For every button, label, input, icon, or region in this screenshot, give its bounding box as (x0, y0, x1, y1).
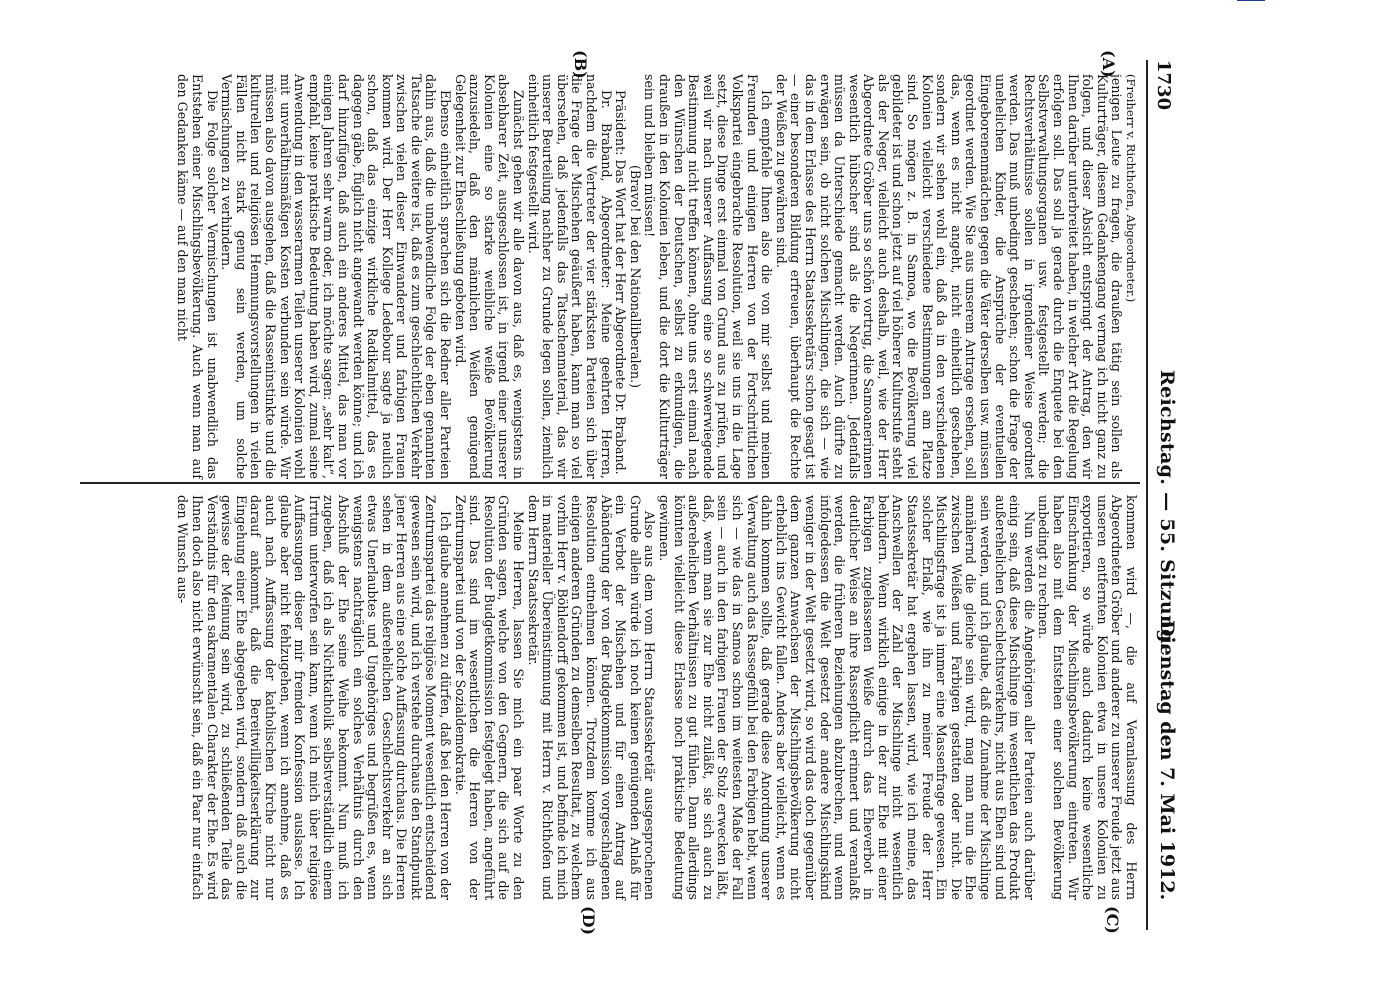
session-title: Reichstag. — 55. Sitzung. (1156, 370, 1178, 650)
paragraph: Ich empfehle Ihnen also die von mir selbst und meinen Freunden und einigen Herren von der Fortschrittlichen Volkspartei eingebrachte Resolution, weil sie uns in die Lage setzt, diese Dinge erst einmal von Grund aus zu prüfen, und weil wir nach unserer Auffassung eine so schwerwiegende Bestimmung nicht treffen können, ohne uns erst einmal nach den Wünschen der Deutschen, selbst zu erkundigen, die draußen in den Kolonien leben, und die dort die Kulturträger sein und bleiben müssen! (642, 74, 775, 479)
column-divider (80, 482, 1140, 484)
margin-mark-d: (D) (579, 906, 598, 936)
left-column (175, 74, 1138, 479)
header-rule (1146, 60, 1148, 930)
right-column (175, 495, 1138, 900)
speaker-line: (Freiherr v. Richthofen, Abgeordneter.) (1124, 74, 1138, 303)
paragraph: Dr. Braband, Abgeordneter: Meine geehrten Herren, nachdem die Vertreter der vier stärksten Parteien sich über die Frage der Mischehen geäußert haben, kann man so viel übersehen, daß jedenfalls das Tatsachenmaterial, das wir unserer Beurteilung nachher zu Grunde legen sollen, ziemlich einheitlich festgestellt wird. (525, 74, 614, 479)
paragraph: Nun werden die Angehörigen aller Parteien auch darüber einig sein, daß diese Mischlinge im wesentlichen das Produkt außerehelichen Geschlechtsverkehrs, nicht aus Ehen sind und sein werden, und ich glaube, daß die Zunahme der Mischlinge annähernd die gleiche sein wird, mag man nun die Ehe zwischen Weißen und Farbigen gestatten oder nicht. Die Mischlingsfrage ist ja immer eine Massenfrage gewesen. Ein solcher Erlaß, wie ihn zu meiner Freude der Herr Staatssekretär hat ergehen lassen, wird, wie ich meine, das Anschwellen der Zahl der Mischlinge nicht wesentlich behindern. Wenn wirklich einige in der zur Ehe mit einer Farbigen zugelassenen Weiße durch das Eheverbot in deutlicher Weise an ihre Rassepflicht erinnert und veranlaßt werden, die früheren Beziehungen abzubrechen, und wenn infolgedessen die Welt gesetzt oder andere Mischlingskind weniger in der Welt gesetzt wird, so wird das doch gegenüber dem ganzen Anwachsen der Mischlingsbevölkerung nicht erheblich ins Gewicht fallen. Anders aber vielleicht, wenn es dahin kommen sollte, daß gerade diese Anordnung unserer Verwaltung auch das Rassegefühl bei den Farbigen hebt, wenn sich — wie das in Samoa schon im weitesten Maße der Fall sein — auch in den farbigen Frauen der Stolz erwecken läßt, daß, wenn man sie zur Ehe nicht zuläßt, sie sich auch zu außerehelichen Verhältnissen zu gut fühlen. Dann allerdings könnten vielleicht diese Erlasse noch praktische Bedeutung gewinnen. (657, 495, 1037, 900)
paragraph: Zunächst gehen wir alle davon aus, daß es, wenigstens in absehbarer Zeit, ausgeschlossen ist, in irgend einer unserer Kolonien eine so starke weibliche weiße Bevölkerung anzusiedeln, daß den männlichen Weißen genügend Gelegenheit zur Eheschließung geboten wird. (452, 74, 527, 479)
paragraph: Meine Herren, lassen Sie mich ein paar Worte zu den Gründen sagen, welche von den Gegnern, die sich auf die Resolution der Budgetkommission festgelegt haben, angeführt sind. Das sind im wesentlichen die Herren von der Zentrumspartei und von der Sozialdemokratie. (452, 495, 527, 900)
margin-mark-b: (B) (571, 50, 590, 79)
session-date: Dienstag den 7. Mai 1912. (1156, 620, 1178, 901)
paragraph: Die Folge solcher Vermischungen ist unabwendlich das Entstehen einer Mischlingsbevölkerung. Auch wenn man auf den Gedanken käme — auf den man nicht (175, 74, 220, 479)
paragraph: Ebenso einheitlich sprachen sich die Redner aller Parteien dahin aus, daß die unabwendliche Folge der eben genannten Tatsache die weitere ist, daß es zum geschlechtlichen Verkehr zwischen vielen dieser Einwanderer und farbigen Frauen kommen wird. Der Herr Kollege Ledebour sagte ja neulich schon, daß das einzige wirkliche Radikalmittel, das es dagegen gäbe, füglich nicht angewandt werden könne; und ich darf hinzufügen, daß auch ein anderes Mittel, das man vor einigen Jahren sehr warm oder, ich möchte sagen: „sehr kalt“, empfahl, keine praktische Bedeutung haben wird, zumal seine Anwendung in den wasserarmen Teilen unserer Kolonien wohl mit unverhältnismäßigen Kosten verbunden sein würde. Wir müssen also davon ausgehen, daß die Rasseninstinkte und die kulturellen und religiösen Hemmungsvorstellungen in vielen Fällen nicht stark genug sein werden, um solche Vermischungen zu verhindern. (219, 74, 454, 479)
paragraph: kommen wird —, die auf Veranlassung des Herrn Abgeordneten Gröber und anderer zu unserer Freude jetzt aus unseren entfernten Kolonien etwa in unsere Kolonien zu exportieren, so würde auch dadurch keine wesentliche Einschränkung der Mischlingsbevölkerung eintreten. Wir haben also mit dem Entstehen einer solchen Bevölkerung unbedingt zu rechnen. (1036, 495, 1139, 900)
margin-mark-a: (A) (1099, 50, 1118, 78)
margin-mark-c: (C) (1103, 906, 1122, 934)
applause-note: (Bravo! bei den Nationalliberalen.) (627, 164, 643, 389)
page-number: 1730 (1153, 60, 1174, 111)
paragraph: Ich glaube annehmen zu dürfen, daß bei den Herren von der Zentrumspartei das religiöse Moment wesentlich entscheidend gewesen sein wird, und ich verstehe durchaus den Standpunkt jener Herren aus eine solche Auffassung durchaus. Die Herren sehen in dem außerehelichen Geschlechtsverkehr an sich etwas Unerlaubtes und Ungehöriges und begrüßen es, wenn wenigstens nachträglich ein solches Verhältnis durch den Abschluß der Ehe seine Weihe bekommt. Nun muß ich zugeben, daß ich als Nichtkatholik selbstverständlich einem Irrtum unterworfen sein kann, wenn ich mich über religiöse Auffassungen dieser mir fremden Konfession auslasse. Ich glaube aber nicht fehlzugehen, wenn ich annehme, daß es auch nach Auffassung der katholischen Kirche nicht nur darauf ankommt, daß die Bereitwilligkeitserklärung zur Eingehung einer Ehe abgegeben wird, sondern daß auch die gewisse der Meinung sein wird, zu schließenden Teile das Verständnis für den sakramentalen Charakter der Ehe. Es wird Ihnen doch also nicht erwünscht sein, daß ein Paar nur einfach den Wunsch aus- (175, 495, 454, 900)
paragraph: Also aus dem vom Herrn Staatssekretär ausgesprochenen Grunde allein würde ich noch keinen genügenden Anlaß für ein Verbot der Mischehen und für einen Antrag auf Abänderung der von der Budgetkommission vorgeschlagenen Resolution entnehmen können. Trotzdem komme ich aus einigen anderen Gründen zu demselben Resultat, zu welchem vorhin Herr v. Böhlendorff gekommen ist, und befinde ich mich in materieller Übereinstimmung mit Herrn v. Richthofen und dem Herrn Staatssekretär. (525, 495, 658, 900)
dfg-logo (1237, 0, 1265, 1)
president-line: Präsident: Das Wort hat der Herr Abgeordnete Dr. Braband. (613, 90, 629, 475)
paragraph: jenigen Leute zu fragen, die draußen tätig sein sollen als Kulturträger, diesem Gedankengang vermag ich nicht ganz zu folgen, und dieser Absicht entspringt der Antrag, den wir Ihnen darüber unterbreitet haben, in welcher Art die Regelung erfolgen soll. Das soll ja gerade durch die Enquete bei den Selbstverwaltungsorganen usw. festgestellt werden; die Rechtsverhältnisse sollen in irgendeiner Weise geordnet werden. Das muß unbedingt geschehen; schon die Frage der unehelichen Kinder, die Ansprüche der eventuellen Eingeborenenmädchen gegen die Väter derselben usw. müssen geordnet werden. Wie Sie aus unserem Antrage ersehen, soll das, wenn es nicht angeht, nicht einheitlich geschehen, sondern wir sehen wohl ein, daß da in den verschiedenen Kolonien vielleicht verschiedene Bestimmungen am Platze sind. So mögen z. B. in Samoa, wo die Bevölkerung viel gebildeter ist und schon jetzt auf viel höherer Kulturstufe steht als der Neger, vielleicht auch deshalb, weil, wie der Herr Abgeordnete Gröber uns so schön vortrug, die Samoanerinnen wesentlich hübscher sind als die Negerinnen. Jedenfalls müssen da Unterschiede gemacht werden. Auch dürfte zu erwägen sein, ob nicht solchen Mischlingen, die sich — wie das in dem Erlasse des Herrn Staatssekretärs schon gesagt ist — einer besonderen Bildung erfreuen, überhaupt die Rechte der Weißen zu gewähren sind. (773, 74, 1125, 479)
page-header (1148, 60, 1178, 930)
